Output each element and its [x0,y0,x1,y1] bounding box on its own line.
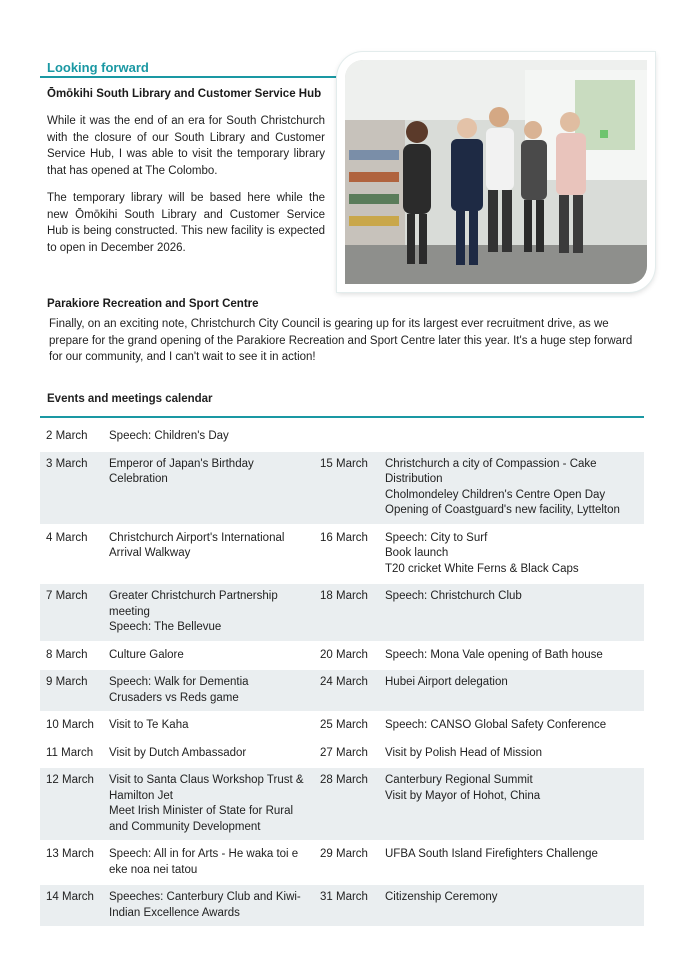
calendar-row [40,451,644,525]
event-description [379,424,644,451]
recreation-paragraph: Finally, on an exciting note, Christchurch City Council is gearing up for its largest ever recruitment drive, as we prepare for the grand opening of the Parakiore Recreation and Sport Centre later this year. It's a huge step forward for our community, and I can't wait to see it in action! [49,318,633,363]
event-date: 11 March [46,746,94,759]
event-date: 20 March [320,648,368,661]
event-description-line: Christchurch Airport's International Arrival Walkway [109,531,285,559]
event-date: 8 March [46,648,88,661]
event-description [379,525,644,584]
event-description-line: Meet Irish Minister of State for Rural and Community Development [109,805,294,833]
calendar-row [40,642,644,670]
event-description-line: Visit by Dutch Ambassador [109,746,247,759]
calendar-row [40,424,644,451]
event-description [379,583,644,642]
calendar-divider [40,416,644,418]
event-description-line: Visit to Santa Claus Workshop Trust & Hamilton Jet [109,774,304,802]
event-date: 9 March [40,669,103,712]
event-description [103,642,314,670]
calendar-row [40,841,644,884]
event-date: 3 March [40,451,103,525]
event-description-line: Crusaders vs Reds game [109,691,239,704]
event-description-line: Speech: All in for Arts - He waka toi e eke noa nei tatou [109,848,299,876]
event-description [103,424,314,451]
event-description [379,841,644,884]
event-date: 29 March [320,848,368,860]
event-date: 31 March [314,884,379,927]
event-description [379,712,644,740]
event-date: 14 March [40,884,103,927]
event-date: 2 March [46,430,88,442]
event-description [379,451,644,525]
event-description [379,740,644,768]
event-date: 16 March [320,531,368,544]
event-description [103,712,314,740]
event-date: 27 March [320,746,368,759]
event-date [314,424,379,451]
event-description-line: Speech: CANSO Global Safety Conference [385,719,607,731]
event-description-line: Speeches: Canterbury Club and Kiwi-Indian Excellence Awards [109,891,301,919]
event-description [379,669,644,712]
event-date: 28 March [314,767,379,841]
calendar-row [40,583,644,642]
event-description-line: Book launch [385,547,449,559]
calendar-row [40,884,644,927]
event-description [103,669,314,712]
event-description-line: Hubei Airport delegation [385,676,508,688]
event-description [103,841,314,884]
event-description-line: Visit by Mayor of Hohot, China [385,789,541,802]
event-description [103,525,314,584]
section-heading: Looking forward [47,60,149,75]
event-description-line: Culture Galore [109,648,184,661]
event-date: 7 March [40,583,103,642]
section-divider [40,76,340,78]
calendar-heading: Events and meetings calendar [47,393,213,405]
event-description-line: Greater Christchurch Partnership meeting [109,590,278,618]
event-date: 12 March [40,767,103,841]
calendar-row [40,767,644,841]
event-description-line: UFBA South Island Firefighters Challenge [385,848,598,860]
library-photo [337,52,655,292]
calendar-row [40,740,644,768]
event-description-line: Cholmondeley Children's Centre Open Day [385,488,606,501]
event-description-line: Canterbury Regional Summit [385,774,533,786]
event-date: 24 March [314,669,379,712]
calendar-row [40,669,644,712]
event-description [379,884,644,927]
library-paragraph-1: While it was the end of an era for South Christchurch with the closure of our South Library and Customer Service Hub, I was able to visit the temporary library that has opened at The Colombo. [47,115,325,177]
library-title: Ōmōkihi South Library and Customer Service Hub [47,88,322,100]
calendar-row [40,712,644,740]
event-description-line: Visit by Polish Head of Mission [385,746,543,759]
event-description [103,451,314,525]
event-date: 10 March [46,719,94,731]
event-description-line: Speech: City to Surf [385,531,488,544]
event-date: 18 March [314,583,379,642]
group-photo-illustration [345,60,647,284]
event-date: 15 March [314,451,379,525]
event-description [103,740,314,768]
event-description-line: Speech: Mona Vale opening of Bath house [385,648,603,661]
recreation-title: Parakiore Recreation and Sport Centre [47,298,259,310]
event-description [379,642,644,670]
event-description [103,884,314,927]
event-description-line: Speech: The Bellevue [109,621,222,633]
calendar-table [40,424,644,928]
event-description [103,767,314,841]
event-date: 4 March [46,531,88,544]
event-description [379,767,644,841]
event-description-line: Citizenship Ceremony [385,891,498,903]
calendar-row [40,525,644,584]
event-date: 25 March [320,719,368,731]
event-description-line: Speech: Walk for Dementia [109,676,249,688]
event-description-line: Visit to Te Kaha [109,719,189,731]
event-description [103,583,314,642]
event-description-line: Opening of Coastguard's new facility, Lyttelton [385,504,620,516]
event-description-line: Emperor of Japan's Birthday Celebration [109,457,254,485]
event-description-line: Christchurch a city of Compassion - Cake Distribution [385,457,597,485]
event-description-line: T20 cricket White Ferns & Black Caps [385,562,579,575]
event-description-line: Speech: Children's Day [109,430,229,442]
event-description-line: Speech: Christchurch Club [385,590,522,602]
library-paragraph-2: The temporary library will be based here while the new Ōmōkihi South Library and Customer Service Hub is being constructed. This new facility is expected to open in December 2026. [47,192,325,254]
event-date: 13 March [46,848,94,860]
